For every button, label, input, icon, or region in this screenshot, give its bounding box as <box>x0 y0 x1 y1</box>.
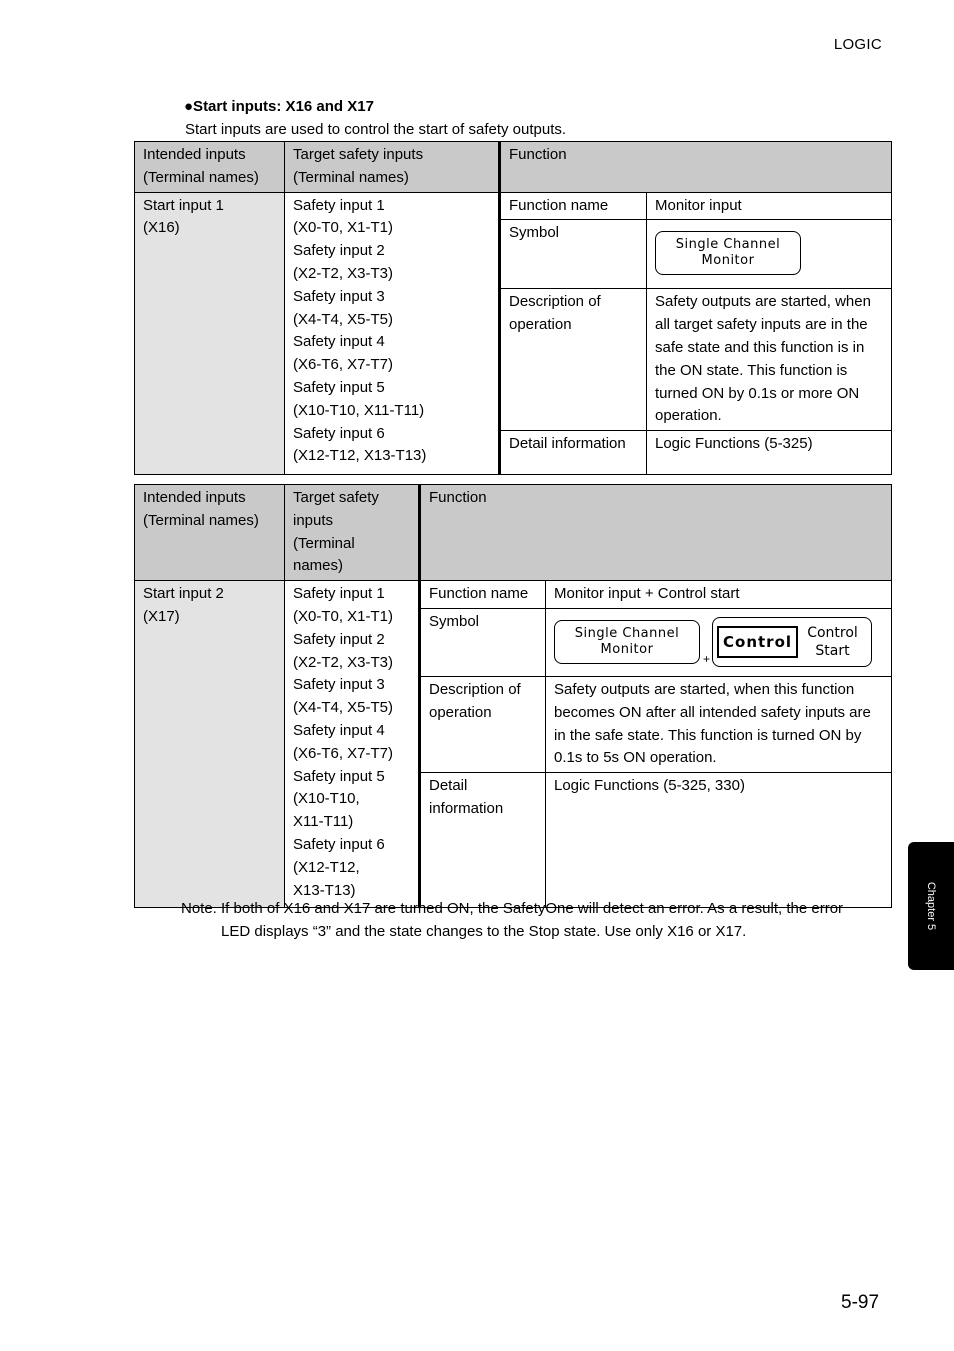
chapter-tab-label: Chapter 5 <box>925 881 937 931</box>
single-channel-monitor-symbol: Single Channel Monitor <box>554 620 700 664</box>
table1-head-targets: Target safety inputs (Terminal names) <box>285 142 500 193</box>
chapter-tab[interactable] <box>908 842 954 970</box>
table2-intended-input: Start input 2 (X17) <box>135 581 285 908</box>
section-title: ●Start inputs: X16 and X17 <box>184 98 374 115</box>
note-text: Note. If both of X16 and X17 are turned ON, the SafetyOne will detect an error. As a result, the error LED displays “3” and the state changes to the Stop state. Use only X16 or X17. <box>181 900 844 940</box>
table2-head-intended: Intended inputs (Terminal names) <box>135 485 285 581</box>
table1-intended-input: Start input 1 (X16) <box>135 192 285 475</box>
start-input-1-table <box>134 141 892 475</box>
table2-symbol-label: Symbol <box>420 608 546 676</box>
table1-function-name: Monitor input <box>647 192 892 220</box>
table2-detail-label: Detail information <box>420 773 546 908</box>
table2-symbol-cell <box>546 608 892 676</box>
table2-description-label: Description of operation <box>420 676 546 772</box>
intro-text: Start inputs are used to control the start of safety outputs. <box>185 121 567 138</box>
table1-description: Safety outputs are started, when all target safety inputs are in the safe state and this function is in the ON state. This function is turned ON by 0.1s or more ON operation. <box>647 289 892 431</box>
single-channel-monitor-symbol: Single Channel Monitor <box>655 231 801 275</box>
control-start-text: Control Start <box>807 624 858 659</box>
table2-description: Safety outputs are started, when this function becomes ON after all intended safety inputs are in the safe state. This function is turned ON by 0.1s to 5s ON operation. <box>546 676 892 772</box>
table1-head-function: Function <box>500 142 892 193</box>
table2-target-inputs: Safety input 1 (X0-T0, X1-T1) Safety input 2 (X2-T2, X3-T3) Safety input 3 (X4-T4, X5-T5) Safety input 4 (X6-T6, X7-T7) Safety input 5 (X10-T10, X11-T11) Safety input 6 (X12-T12, X13-T13) <box>285 581 420 908</box>
table2-function-name-label: Function name <box>420 581 546 609</box>
control-tag: Control <box>717 626 798 659</box>
page-number: 5-97 <box>841 1292 880 1313</box>
table1-function-name-label: Function name <box>500 192 647 220</box>
table1-symbol-label: Symbol <box>500 220 647 289</box>
table2-head-function: Function <box>420 485 892 581</box>
start-input-2-table <box>134 484 892 908</box>
plus-sign: + <box>703 652 711 667</box>
header-section-label: LOGIC <box>833 36 882 53</box>
control-start-symbol <box>712 617 872 667</box>
table2-head-targets: Target safety inputs (Terminal names) <box>285 485 420 581</box>
table1-description-label: Description of operation <box>500 289 647 431</box>
table1-head-intended: Intended inputs (Terminal names) <box>135 142 285 193</box>
table1-detail: Logic Functions (5-325) <box>647 431 892 475</box>
table1-symbol-cell <box>647 220 892 289</box>
table2-detail: Logic Functions (5-325, 330) <box>546 773 892 908</box>
table2-function-name: Monitor input + Control start <box>546 581 892 609</box>
table1-detail-label: Detail information <box>500 431 647 475</box>
table1-target-inputs: Safety input 1 (X0-T0, X1-T1) Safety input 2 (X2-T2, X3-T3) Safety input 3 (X4-T4, X5-T5) Safety input 4 (X6-T6, X7-T7) Safety input 5 (X10-T10, X11-T11) Safety input 6 (X12-T12, X13-T13) <box>285 192 500 475</box>
